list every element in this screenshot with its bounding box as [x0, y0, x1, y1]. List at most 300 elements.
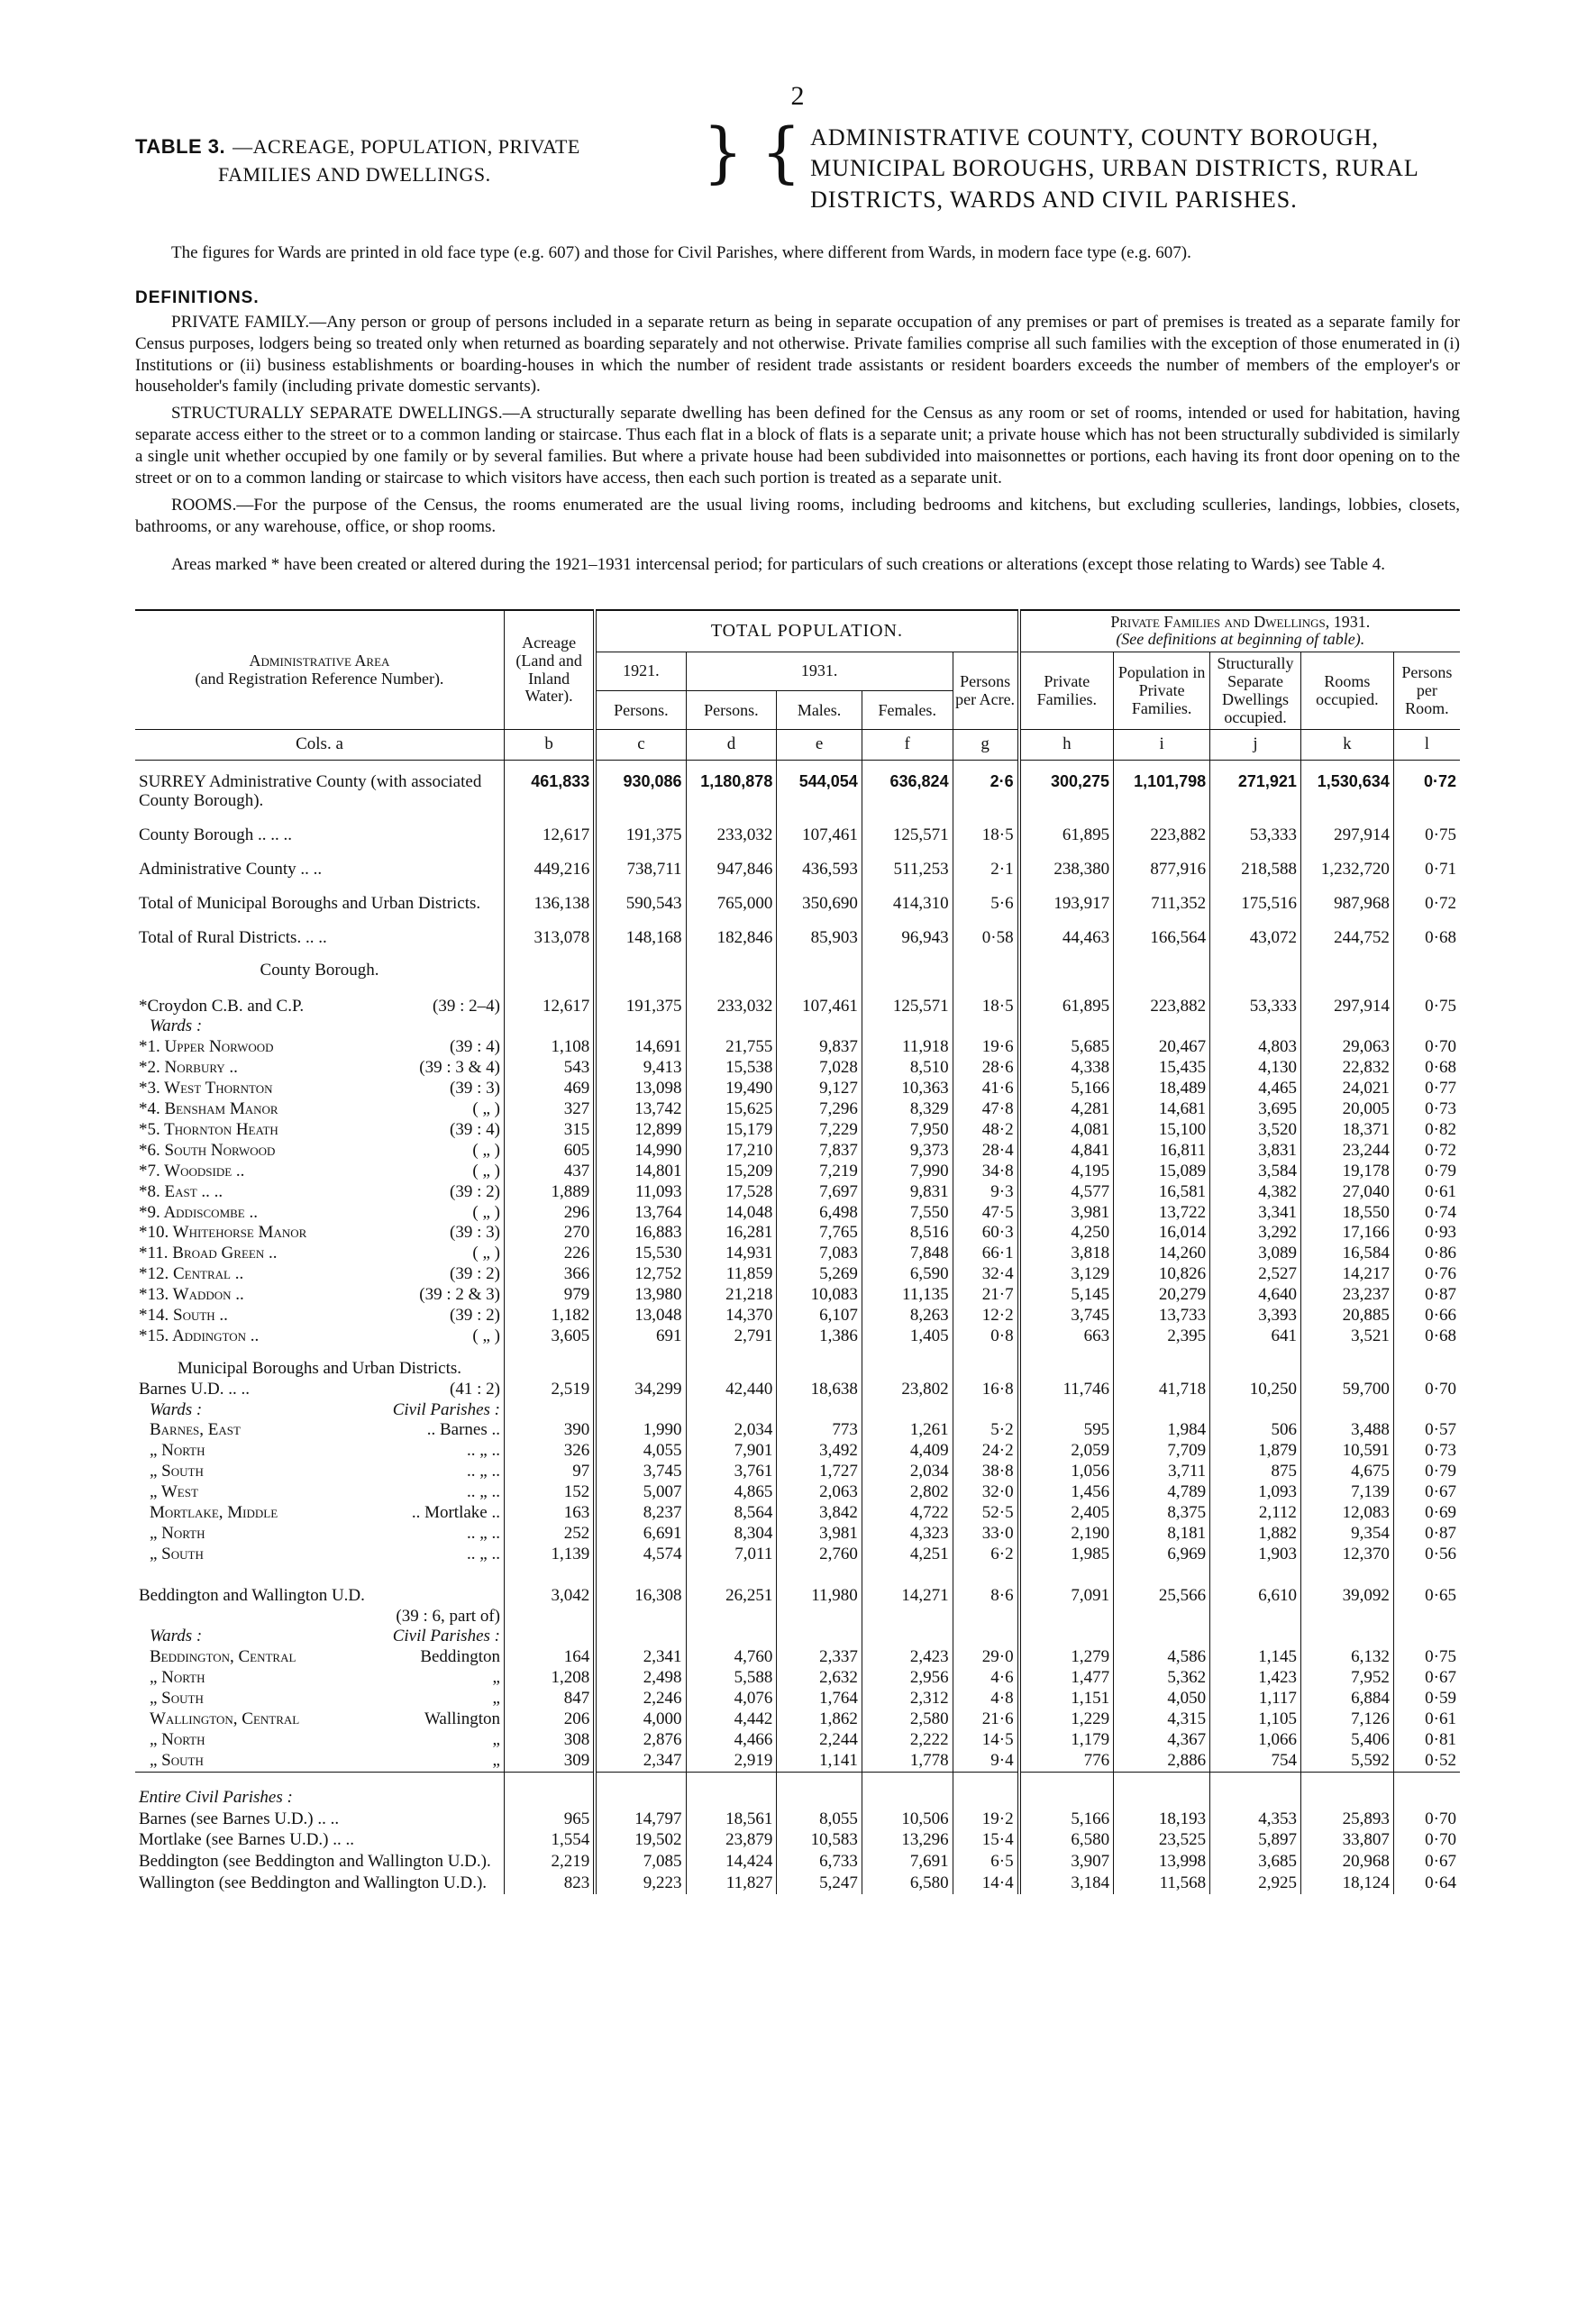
cell-value: 238,380 — [1019, 846, 1114, 880]
area-label: .. „ .. — [467, 1482, 500, 1502]
area-name — [135, 1873, 504, 1894]
cell-value: 2,222 — [862, 1730, 953, 1751]
cell-value: 390 — [504, 1420, 595, 1441]
ward-row — [135, 1058, 1460, 1079]
cell-value: 193,917 — [1019, 880, 1114, 915]
cell-value — [777, 1347, 862, 1380]
cell-value: 1,862 — [777, 1709, 862, 1730]
area-label: ( „ ) — [472, 1326, 500, 1345]
cell-value: 0·77 — [1393, 1079, 1460, 1099]
cell-value: 0·69 — [1393, 1503, 1460, 1524]
area-label: (39 : 4) — [450, 1119, 500, 1139]
cell-value: 1,984 — [1114, 1420, 1210, 1441]
cell-value: 3,492 — [777, 1441, 862, 1462]
area-name — [135, 949, 504, 981]
cell-value — [686, 1347, 777, 1380]
cell-value: 14,990 — [595, 1141, 686, 1162]
parish-row — [135, 1873, 1460, 1894]
cell-value: 125,571 — [862, 981, 953, 1017]
cell-value: 23,802 — [862, 1380, 953, 1400]
cell-value — [1019, 1627, 1114, 1647]
cell-value: 20,885 — [1300, 1306, 1393, 1326]
summary-row — [135, 812, 1460, 846]
ward-row — [135, 1482, 1460, 1503]
cell-value: 14,271 — [862, 1565, 953, 1607]
area-label: Civil Parishes : — [392, 1627, 500, 1646]
table-subtitle — [810, 121, 1419, 215]
column-letter: j — [1210, 730, 1301, 761]
wards-label-row — [135, 1627, 1460, 1647]
area-label: Total of Rural Districts. .. .. — [139, 927, 327, 947]
area-label: Barnes (see Barnes U.D.) .. .. — [139, 1809, 340, 1828]
cell-value — [1114, 1607, 1210, 1627]
cell-value: 19,490 — [686, 1079, 777, 1099]
area-label: *6. South Norwood — [139, 1140, 276, 1160]
subtitle-line2: MUNICIPAL BOROUGHS, URBAN DISTRICTS, RURAL — [810, 155, 1419, 182]
cell-value: 14,424 — [686, 1851, 777, 1873]
cell-value — [862, 1772, 953, 1808]
cell-value — [1393, 949, 1460, 981]
cell-value: 191,375 — [595, 981, 686, 1017]
cell-value: 5,247 — [777, 1873, 862, 1894]
cell-value — [504, 1016, 595, 1037]
cell-value: 4,841 — [1019, 1141, 1114, 1162]
cell-value: 2,580 — [862, 1709, 953, 1730]
cell-value: 0·72 — [1393, 1141, 1460, 1162]
cell-value: 327 — [504, 1099, 595, 1120]
ward-row — [135, 1647, 1460, 1668]
cell-value: 15,089 — [1114, 1162, 1210, 1182]
column-letters-row — [135, 730, 1460, 761]
cell-value: 32·4 — [953, 1264, 1018, 1285]
cell-value — [1393, 1016, 1460, 1037]
cell-value: 6,132 — [1300, 1647, 1393, 1668]
definitions-heading: DEFINITIONS. — [135, 287, 260, 307]
beddington-ref-row — [135, 1607, 1460, 1627]
area-label: „ North — [150, 1441, 205, 1461]
cell-value: 1,889 — [504, 1182, 595, 1203]
cell-value: 12,083 — [1300, 1503, 1393, 1524]
area-name — [135, 1037, 504, 1058]
ward-row — [135, 1182, 1460, 1203]
cell-value — [777, 1627, 862, 1647]
cell-value: 3,711 — [1114, 1462, 1210, 1482]
ward-row — [135, 1503, 1460, 1524]
cell-value: 1,179 — [1019, 1730, 1114, 1751]
cell-value: 930,086 — [595, 761, 686, 812]
cell-value: 15,100 — [1114, 1120, 1210, 1141]
cell-value: 3,292 — [1210, 1223, 1301, 1244]
cell-value: 3,521 — [1300, 1326, 1393, 1347]
cell-value: 2,527 — [1210, 1264, 1301, 1285]
cell-value: 13,098 — [595, 1079, 686, 1099]
cell-value: 4,323 — [862, 1524, 953, 1545]
ward-row — [135, 1420, 1460, 1441]
area-name — [135, 1851, 504, 1873]
cell-value: 8,263 — [862, 1306, 953, 1326]
area-name — [135, 1668, 504, 1689]
cell-value: 5·6 — [953, 880, 1018, 915]
cell-value: 1,105 — [1210, 1709, 1301, 1730]
cell-value: 11,746 — [1019, 1380, 1114, 1400]
area-name — [135, 880, 504, 915]
cell-value: 2,802 — [862, 1482, 953, 1503]
cell-value: 18,193 — [1114, 1809, 1210, 1830]
col-rooms-header: Rooms occupied. — [1300, 652, 1393, 730]
table-header — [135, 113, 1460, 215]
cell-value: 8,055 — [777, 1809, 862, 1830]
cell-value: 2,190 — [1019, 1524, 1114, 1545]
cell-value: 0·67 — [1393, 1668, 1460, 1689]
cell-value: 12,899 — [595, 1120, 686, 1141]
cell-value: 12,370 — [1300, 1545, 1393, 1565]
area-label: Wallington, Central — [150, 1709, 300, 1728]
cell-value: 8,375 — [1114, 1503, 1210, 1524]
area-name — [135, 1829, 504, 1851]
parish-row — [135, 1829, 1460, 1851]
cell-value: 2,347 — [595, 1751, 686, 1772]
ward-row — [135, 1079, 1460, 1099]
cell-value: 1,727 — [777, 1462, 862, 1482]
cell-value: 7,837 — [777, 1141, 862, 1162]
area-name — [135, 1441, 504, 1462]
cell-value: 7,139 — [1300, 1482, 1393, 1503]
cell-value: 13,998 — [1114, 1851, 1210, 1873]
area-name — [135, 761, 504, 812]
cell-value: 3,981 — [1019, 1203, 1114, 1224]
area-name — [135, 1380, 504, 1400]
cell-value: 41,718 — [1114, 1380, 1210, 1400]
cell-value: 296 — [504, 1203, 595, 1224]
cell-value: 23,244 — [1300, 1141, 1393, 1162]
cell-value: 10,083 — [777, 1285, 862, 1306]
cell-value: 641 — [1210, 1326, 1301, 1347]
cell-value: 24,021 — [1300, 1079, 1393, 1099]
area-label: (39 : 3) — [450, 1223, 500, 1243]
cell-value — [504, 1400, 595, 1421]
cell-value: 2,886 — [1114, 1751, 1210, 1772]
area-label: Wallington — [424, 1709, 500, 1728]
cell-value: 18,561 — [686, 1809, 777, 1830]
area-label: Mortlake (see Barnes U.D.) .. .. — [139, 1830, 355, 1850]
cell-value: 5,145 — [1019, 1285, 1114, 1306]
area-label: „ — [492, 1689, 500, 1709]
cell-value: 223,882 — [1114, 812, 1210, 846]
area-label: ( „ ) — [472, 1244, 500, 1263]
cell-value: 16,883 — [595, 1223, 686, 1244]
cell-value: 4,586 — [1114, 1647, 1210, 1668]
cell-value: 1,554 — [504, 1829, 595, 1851]
cell-value: 25,566 — [1114, 1565, 1210, 1607]
area-label: *3. West Thornton — [139, 1079, 273, 1098]
cell-value: 14,217 — [1300, 1264, 1393, 1285]
col-private-families-header: Private Families and Dwellings, 1931. (See definitions at beginning of table). — [1019, 610, 1460, 652]
cell-value: 9,413 — [595, 1058, 686, 1079]
cell-value: 226 — [504, 1244, 595, 1264]
cell-value: 544,054 — [777, 761, 862, 812]
area-label: „ — [492, 1729, 500, 1749]
county-borough-heading — [135, 949, 1460, 981]
cell-value — [1210, 1400, 1301, 1421]
area-label: *5. Thornton Heath — [139, 1119, 278, 1139]
cell-value: 6,691 — [595, 1524, 686, 1545]
cell-value: 7,848 — [862, 1244, 953, 1264]
cell-value: 14,260 — [1114, 1244, 1210, 1264]
cell-value: 4,465 — [1210, 1079, 1301, 1099]
cell-value: 6,733 — [777, 1851, 862, 1873]
cell-value: 7,765 — [777, 1223, 862, 1244]
cell-value: 10,506 — [862, 1809, 953, 1830]
cell-value: 233,032 — [686, 812, 777, 846]
area-label: .. Mortlake .. — [411, 1502, 500, 1522]
cell-value: 4,865 — [686, 1482, 777, 1503]
cell-value: 42,440 — [686, 1380, 777, 1400]
cell-value — [595, 1347, 686, 1380]
cell-value — [686, 1627, 777, 1647]
area-label: *11. Broad Green .. — [139, 1244, 278, 1263]
cell-value — [1019, 1772, 1114, 1808]
cell-value: 9,354 — [1300, 1524, 1393, 1545]
cell-value: 175,516 — [1210, 880, 1301, 915]
cell-value — [1300, 1347, 1393, 1380]
cell-value: 7,229 — [777, 1120, 862, 1141]
cell-value: 29,063 — [1300, 1037, 1393, 1058]
definition-term: ROOMS. — [171, 496, 237, 515]
area-name — [135, 846, 504, 880]
cell-value: 23,525 — [1114, 1829, 1210, 1851]
cell-value — [1393, 1347, 1460, 1380]
cell-value — [1019, 949, 1114, 981]
cell-value: 16·8 — [953, 1380, 1018, 1400]
cell-value: 271,921 — [1210, 761, 1301, 812]
cell-value: 3,761 — [686, 1462, 777, 1482]
cell-value: 15,538 — [686, 1058, 777, 1079]
area-name — [135, 1545, 504, 1565]
cell-value: 8·6 — [953, 1565, 1018, 1607]
brace-left-icon: { — [761, 113, 802, 192]
ward-row — [135, 1306, 1460, 1326]
area-name — [135, 1462, 504, 1482]
cell-value: 7,011 — [686, 1545, 777, 1565]
cell-value: 1,066 — [1210, 1730, 1301, 1751]
cell-value: 0·93 — [1393, 1223, 1460, 1244]
cell-value: 691 — [595, 1326, 686, 1347]
cell-value — [1300, 1607, 1393, 1627]
cell-value — [862, 949, 953, 981]
cell-value: 14,691 — [595, 1037, 686, 1058]
ward-row — [135, 1141, 1460, 1162]
cell-value: 543 — [504, 1058, 595, 1079]
cell-value: 5,166 — [1019, 1809, 1114, 1830]
cell-value: 4,250 — [1019, 1223, 1114, 1244]
cell-value: 0·75 — [1393, 1647, 1460, 1668]
area-label: (39 : 2) — [450, 1305, 500, 1325]
subtitle-line3: DISTRICTS, WARDS AND CIVIL PARISHES. — [810, 186, 1298, 213]
cell-value: 0·68 — [1393, 1326, 1460, 1347]
cell-value: 61,895 — [1019, 981, 1114, 1017]
area-label: *13. Waddon .. — [139, 1285, 244, 1305]
area-name — [135, 1730, 504, 1751]
cell-value: 1,423 — [1210, 1668, 1301, 1689]
cell-value: 18,489 — [1114, 1079, 1210, 1099]
cell-value: 437 — [504, 1162, 595, 1182]
cell-value: 14,801 — [595, 1162, 686, 1182]
areas-note: Areas marked * have been created or altered during the 1921–1931 intercensal period; for particulars of such creations or alterations (except those relating to Wards) see Table 4. — [171, 555, 1386, 574]
ward-row — [135, 1244, 1460, 1264]
ward-row — [135, 1709, 1460, 1730]
cell-value: 61,895 — [1019, 812, 1114, 846]
cell-value: 0·76 — [1393, 1264, 1460, 1285]
cell-value: 0·61 — [1393, 1182, 1460, 1203]
col-total-population-header: TOTAL POPULATION. — [595, 610, 1018, 652]
cell-value: 2,395 — [1114, 1326, 1210, 1347]
cell-value: 4,466 — [686, 1730, 777, 1751]
cell-value: 9·3 — [953, 1182, 1018, 1203]
cell-value: 3,831 — [1210, 1141, 1301, 1162]
cell-value: 0·56 — [1393, 1545, 1460, 1565]
cell-value: 19,178 — [1300, 1162, 1393, 1182]
cell-value: 26,251 — [686, 1565, 777, 1607]
area-label: Entire Civil Parishes : — [139, 1787, 293, 1807]
area-name — [135, 1482, 504, 1503]
cell-value: 2,925 — [1210, 1873, 1301, 1894]
cell-value: 22,832 — [1300, 1058, 1393, 1079]
cell-value: 4·8 — [953, 1689, 1018, 1709]
area-label: (39 : 6, part of) — [396, 1606, 500, 1626]
cell-value — [1114, 1347, 1210, 1380]
cell-value: 7,952 — [1300, 1668, 1393, 1689]
cell-value: 20,968 — [1300, 1851, 1393, 1873]
cell-value: 19,502 — [595, 1829, 686, 1851]
cell-value: 315 — [504, 1120, 595, 1141]
cell-value: 152 — [504, 1482, 595, 1503]
area-label: (39 : 4) — [450, 1037, 500, 1057]
cell-value: 3,981 — [777, 1524, 862, 1545]
cell-value: 3,520 — [1210, 1120, 1301, 1141]
cell-value — [1210, 1347, 1301, 1380]
col-dwellings-header: Structurally Separate Dwellings occupied. — [1210, 652, 1301, 730]
cell-value: 8,516 — [862, 1223, 953, 1244]
definition-text: —Any person or group of persons included in a separate return as being in separate occupation of any premises or part of premises is treated as a separate family for Census purposes, lodgers being so treated only when returned as boarding separately and not otherwise. Private families comprise all such families with the exception of those enumerated in (i) Institutions or (ii) business establishments or boarding-houses in which the number of resident trade assistants or resident boarders exceeds the number of members of the employer's or householder's family (including private domestic servants). — [135, 312, 1460, 396]
ward-row — [135, 1264, 1460, 1285]
cell-value — [777, 949, 862, 981]
cell-value — [1114, 1016, 1210, 1037]
cell-value: 326 — [504, 1441, 595, 1462]
cell-value: 7,296 — [777, 1099, 862, 1120]
cell-value: 297,914 — [1300, 981, 1393, 1017]
cell-value: 2,876 — [595, 1730, 686, 1751]
area-label: Beddington — [420, 1647, 500, 1667]
cell-value: 4,409 — [862, 1441, 953, 1462]
cell-value: 4,367 — [1114, 1730, 1210, 1751]
cell-value: 4,640 — [1210, 1285, 1301, 1306]
cell-value: 2,498 — [595, 1668, 686, 1689]
cell-value: 15,625 — [686, 1099, 777, 1120]
cell-value — [777, 1016, 862, 1037]
cell-value: 3,488 — [1300, 1420, 1393, 1441]
area-name — [135, 1203, 504, 1224]
section-heading: County Borough. — [260, 960, 379, 980]
cell-value: 754 — [1210, 1751, 1301, 1772]
cell-value: 0·79 — [1393, 1462, 1460, 1482]
cell-value — [1300, 1772, 1393, 1808]
cell-value — [595, 1627, 686, 1647]
cell-value — [1019, 1016, 1114, 1037]
cell-value: 9,127 — [777, 1079, 862, 1099]
cell-value — [1393, 1607, 1460, 1627]
cell-value: 2,034 — [862, 1462, 953, 1482]
cell-value: 1,182 — [504, 1306, 595, 1326]
cell-value: 0·65 — [1393, 1565, 1460, 1607]
summary-row — [135, 761, 1460, 812]
cell-value: 4,574 — [595, 1545, 686, 1565]
area-label: *9. Addiscombe .. — [139, 1202, 258, 1222]
cell-value: 2,246 — [595, 1689, 686, 1709]
cell-value: 233,032 — [686, 981, 777, 1017]
area-label: (39 : 2 & 3) — [419, 1285, 500, 1305]
cell-value: 0·82 — [1393, 1120, 1460, 1141]
cell-value: 4,442 — [686, 1709, 777, 1730]
cell-value: 3,818 — [1019, 1244, 1114, 1264]
area-name — [135, 1689, 504, 1709]
area-label: Barnes, East — [150, 1420, 241, 1440]
area-label: *15. Addington .. — [139, 1326, 260, 1345]
cell-value: 13,722 — [1114, 1203, 1210, 1224]
cell-value: 16,014 — [1114, 1223, 1210, 1244]
cell-value: 12·2 — [953, 1306, 1018, 1326]
area-label: .. Barnes .. — [426, 1420, 500, 1440]
cell-value: 4,251 — [862, 1545, 953, 1565]
cell-value: 2,405 — [1019, 1503, 1114, 1524]
area-name — [135, 1607, 504, 1627]
cell-value: 4,076 — [686, 1689, 777, 1709]
cell-value: 5,588 — [686, 1668, 777, 1689]
cell-value: 5,007 — [595, 1482, 686, 1503]
cell-value: 1,764 — [777, 1689, 862, 1709]
table-body — [135, 761, 1460, 1894]
ward-row — [135, 1203, 1460, 1224]
cell-value: 3,605 — [504, 1326, 595, 1347]
cell-value: 85,903 — [777, 915, 862, 949]
cell-value: 308 — [504, 1730, 595, 1751]
cell-value: 350,690 — [777, 880, 862, 915]
cell-value: 1,990 — [595, 1420, 686, 1441]
cell-value: 0·66 — [1393, 1306, 1460, 1326]
cell-value: 23,879 — [686, 1829, 777, 1851]
cell-value: 20,279 — [1114, 1285, 1210, 1306]
cell-value: 9,831 — [862, 1182, 953, 1203]
cell-value — [1114, 949, 1210, 981]
parish-row — [135, 1851, 1460, 1873]
cell-value: 0·70 — [1393, 1380, 1460, 1400]
col-acreage-header: Acreage (Land and Inland Water). — [504, 610, 595, 730]
cell-value — [1019, 1607, 1114, 1627]
cell-value: 1,477 — [1019, 1668, 1114, 1689]
column-letter: Cols. a — [296, 734, 343, 754]
cell-value: 1,882 — [1210, 1524, 1301, 1545]
cell-value: 1,232,720 — [1300, 846, 1393, 880]
cell-value: 2,112 — [1210, 1503, 1301, 1524]
cell-value — [686, 1016, 777, 1037]
ward-row — [135, 1099, 1460, 1120]
cell-value — [595, 1607, 686, 1627]
area-label: „ South — [150, 1462, 204, 1481]
cell-value: 4,353 — [1210, 1809, 1301, 1830]
cell-value: 7,219 — [777, 1162, 862, 1182]
cell-value: 11,859 — [686, 1264, 777, 1285]
cell-value: 4,789 — [1114, 1482, 1210, 1503]
cell-value — [504, 1772, 595, 1808]
